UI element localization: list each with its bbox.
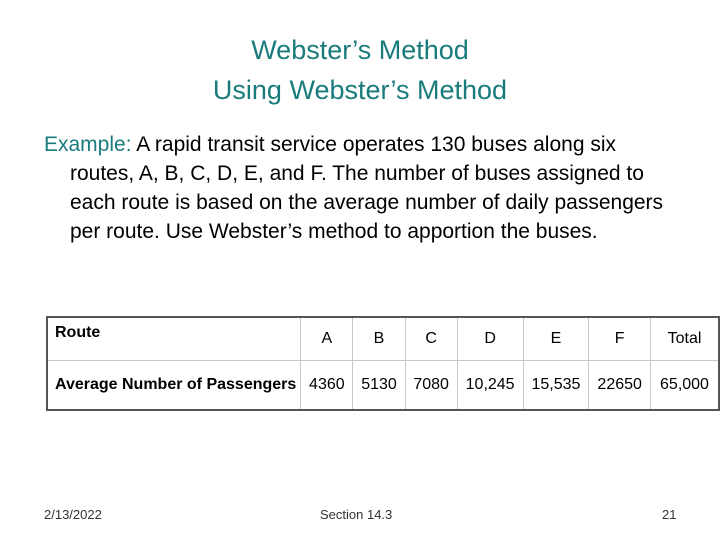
route-cell: C [405,317,457,361]
passengers-header: Average Number of Passengers [47,361,301,411]
footer-page-number: 21 [662,507,677,522]
slide-title [0,30,720,110]
route-cell: D [457,317,523,361]
passenger-cell: 15,535 [523,361,589,411]
footer-date: 2/13/2022 [44,507,102,522]
route-cell: E [523,317,589,361]
table-row [47,361,719,411]
route-header: Route [47,317,301,361]
passenger-cell: 10,245 [457,361,523,411]
route-cell: A [301,317,353,361]
example-label: Example: [44,133,132,156]
table-row [47,317,719,361]
route-cell: F [589,317,651,361]
passenger-cell: 4360 [301,361,353,411]
passenger-cell-total: 65,000 [650,361,719,411]
footer-section: Section 14.3 [320,507,393,522]
route-cell-total: Total [650,317,719,361]
passenger-table [46,316,720,411]
passenger-cell: 22650 [589,361,651,411]
example-paragraph [44,130,684,246]
passenger-cell: 7080 [405,361,457,411]
route-cell: B [353,317,405,361]
passenger-cell: 5130 [353,361,405,411]
title-line-2: Using Webster’s Method [212,75,508,105]
title-line-1: Webster’s Method [251,35,469,65]
example-text: A rapid transit service operates 130 buses along six routes, A, B, C, D, E, and F. The number of buses assigned to each route is based on the average number of daily passengers per route. Use Webster’s method to apportion the buses. [70,133,664,243]
